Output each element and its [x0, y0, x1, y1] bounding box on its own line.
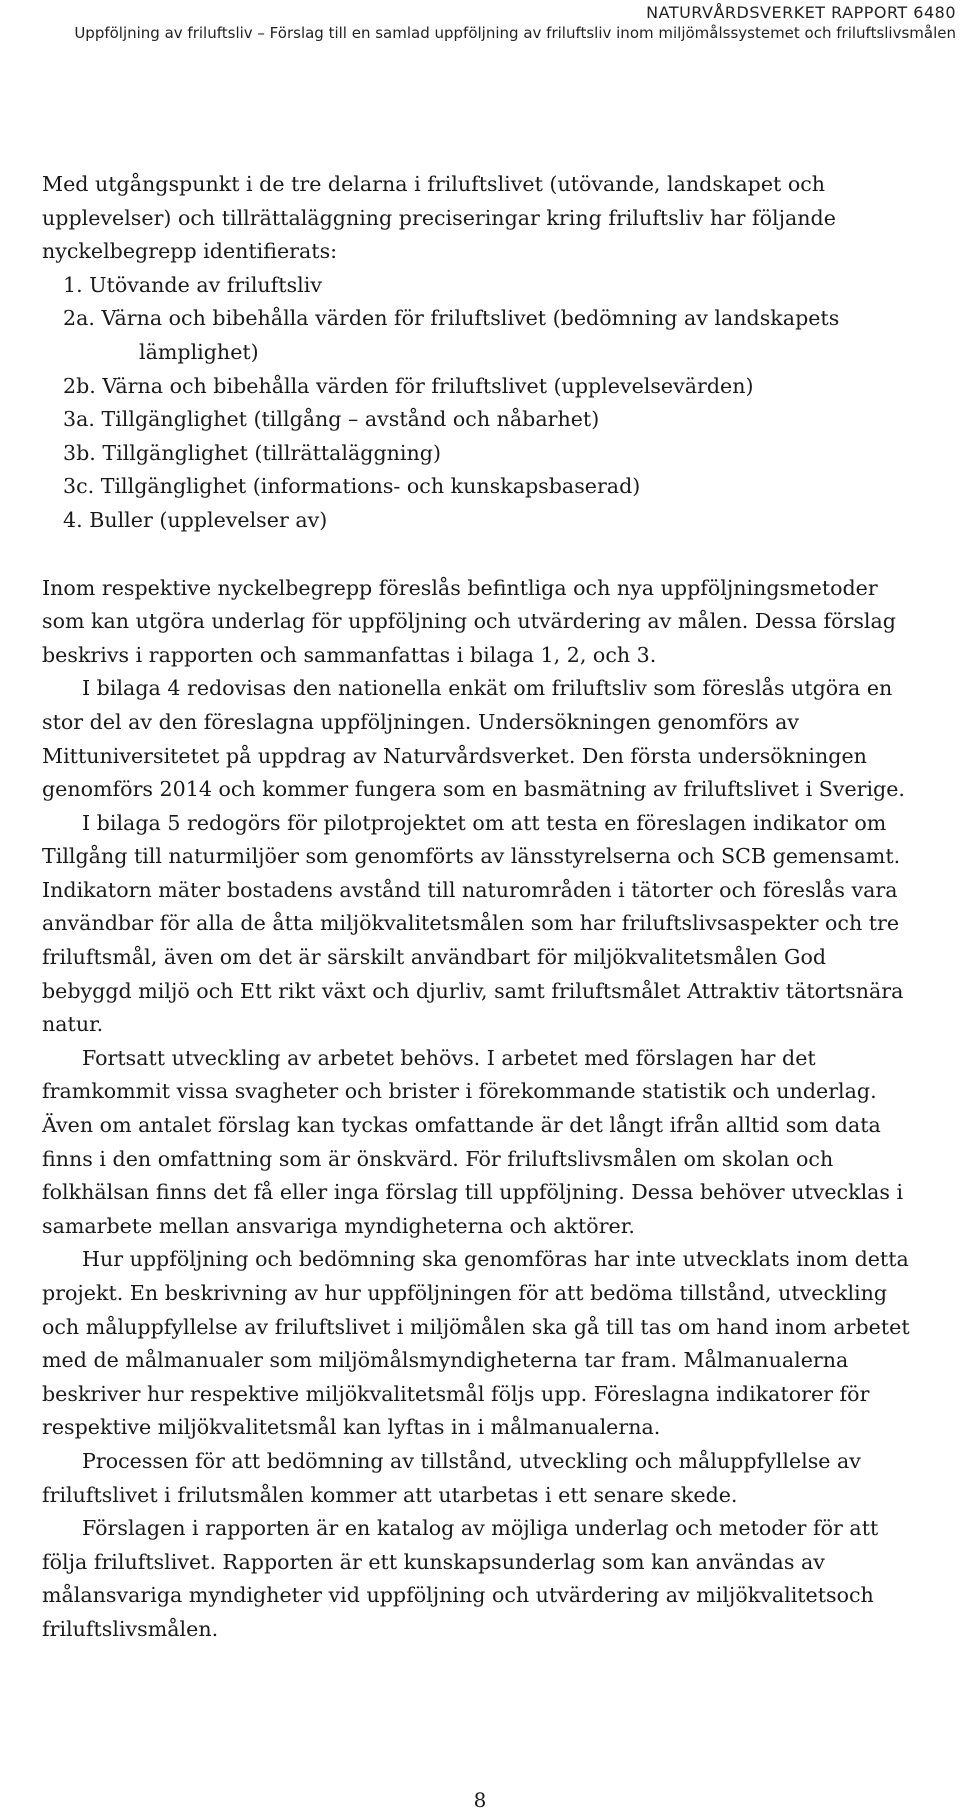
list-item: 4. Buller (upplevelser av): [63, 507, 328, 532]
list-item: 3a. Tillgänglighet (tillgång – avstånd och nåbarhet): [63, 407, 600, 432]
page-number: 8: [473, 1788, 487, 1812]
report-title: Uppföljning av friluftsliv – Förslag till en samlad uppföljning av friluftsliv inom miljömålssystemet och friluftslivsmålen: [74, 24, 956, 42]
list-item: 2a. Värna och bibehålla värden för friluftslivet (bedömning av landskapets lämplighet): [63, 306, 840, 364]
intro-paragraph: Med utgångspunkt i de tre delarna i friluftslivet (utövande, landskapet och upplevelser) och tillrättaläggning preciseringar kring friluftsliv har följande nyckelbegrepp identifierats:: [42, 172, 836, 264]
list-item: 1. Utövande av friluftsliv: [63, 272, 322, 297]
key-concept-list: [42, 269, 917, 538]
list-item: 2b. Värna och bibehålla värden för friluftslivet (upplevelsevärden): [63, 373, 754, 398]
paragraph: Hur uppföljning och bedömning ska genomföras har inte utvecklats inom detta projekt. En beskrivning av hur uppföljningen för att bedöma tillstånd, utveckling och måluppfyllelse av friluftslivet i miljömålen ska gå till tas om hand inom arbetet med de målmanualer som miljömålsmyndigheterna tar fram. Målmanualerna beskriver hur respektive miljökvalitetsmål följs upp. Föreslagna indikatorer för respektive miljökvalitetsmål kan lyftas in i målmanualerna.: [42, 1247, 910, 1440]
paragraph: I bilaga 5 redogörs för pilotprojektet om att testa en föreslagen indikator om Tillgång till naturmiljöer som genomförts av länsstyrelserna och SCB gemensamt. Indikatorn mäter bostadens avstånd till naturområden i tätorter och föreslås vara användbar för alla de åtta miljökvalitetsmålen som har friluftslivsaspekter och tre friluftsmål, även om det är särskilt användbart för miljökvalitetsmålen God bebyggd miljö och Ett rikt växt och djurliv, samt friluftsmålet Attraktiv tätortsnära natur.: [42, 810, 904, 1037]
list-item: 3b. Tillgänglighet (tillrättaläggning): [63, 440, 441, 465]
paragraph: Inom respektive nyckelbegrepp föreslås befintliga och nya uppföljningsmetoder som kan utgöra underlag för uppföljning och utvärdering av målen. Dessa förslag beskrivs i rapporten och sammanfattas i bilaga 1, 2, och 3.: [42, 575, 896, 667]
running-header: [0, 3, 956, 43]
paragraph: Processen för att bedömning av tillstånd, utveckling och måluppfyllelse av friluftslivet i frilutsmålen kommer att utarbetas i ett senare skede.: [42, 1448, 861, 1507]
report-series: NATURVÅRDSVERKET RAPPORT 6480: [646, 3, 956, 22]
body-text: [42, 168, 917, 1647]
paragraph: Förslagen i rapporten är en katalog av möjliga underlag och metoder för att följa friluftslivet. Rapporten är ett kunskapsunderlag som kan användas av målansvariga myndigheter vid uppföljning och utvärdering av miljökvalitetsoch friluftslivsmålen.: [42, 1516, 879, 1641]
list-item: 3c. Tillgänglighet (informations- och kunskapsbaserad): [63, 474, 641, 499]
paragraph: Fortsatt utveckling av arbetet behövs. I arbetet med förslagen har det framkommit vissa svagheter och brister i förekommande statistik och underlag. Även om antalet förslag kan tyckas omfattande är det långt ifrån alltid som data finns i den omfattning som är önskvärd. För friluftslivsmålen om skolan och folkhälsan finns det få eller inga förslag till uppföljning. Dessa behöver utvecklas i samarbete mellan ansvariga myndigheterna och aktörer.: [42, 1045, 904, 1238]
spacer: [42, 538, 917, 572]
paragraph: I bilaga 4 redovisas den nationella enkät om friluftsliv som föreslås utgöra en stor del av den föreslagna uppföljningen. Undersökningen genomförs av Mittuniversitetet på uppdrag av Naturvårdsverket. Den första undersökningen genomförs 2014 och kommer fungera som en basmätning av friluftslivet i Sverige.: [42, 676, 905, 802]
